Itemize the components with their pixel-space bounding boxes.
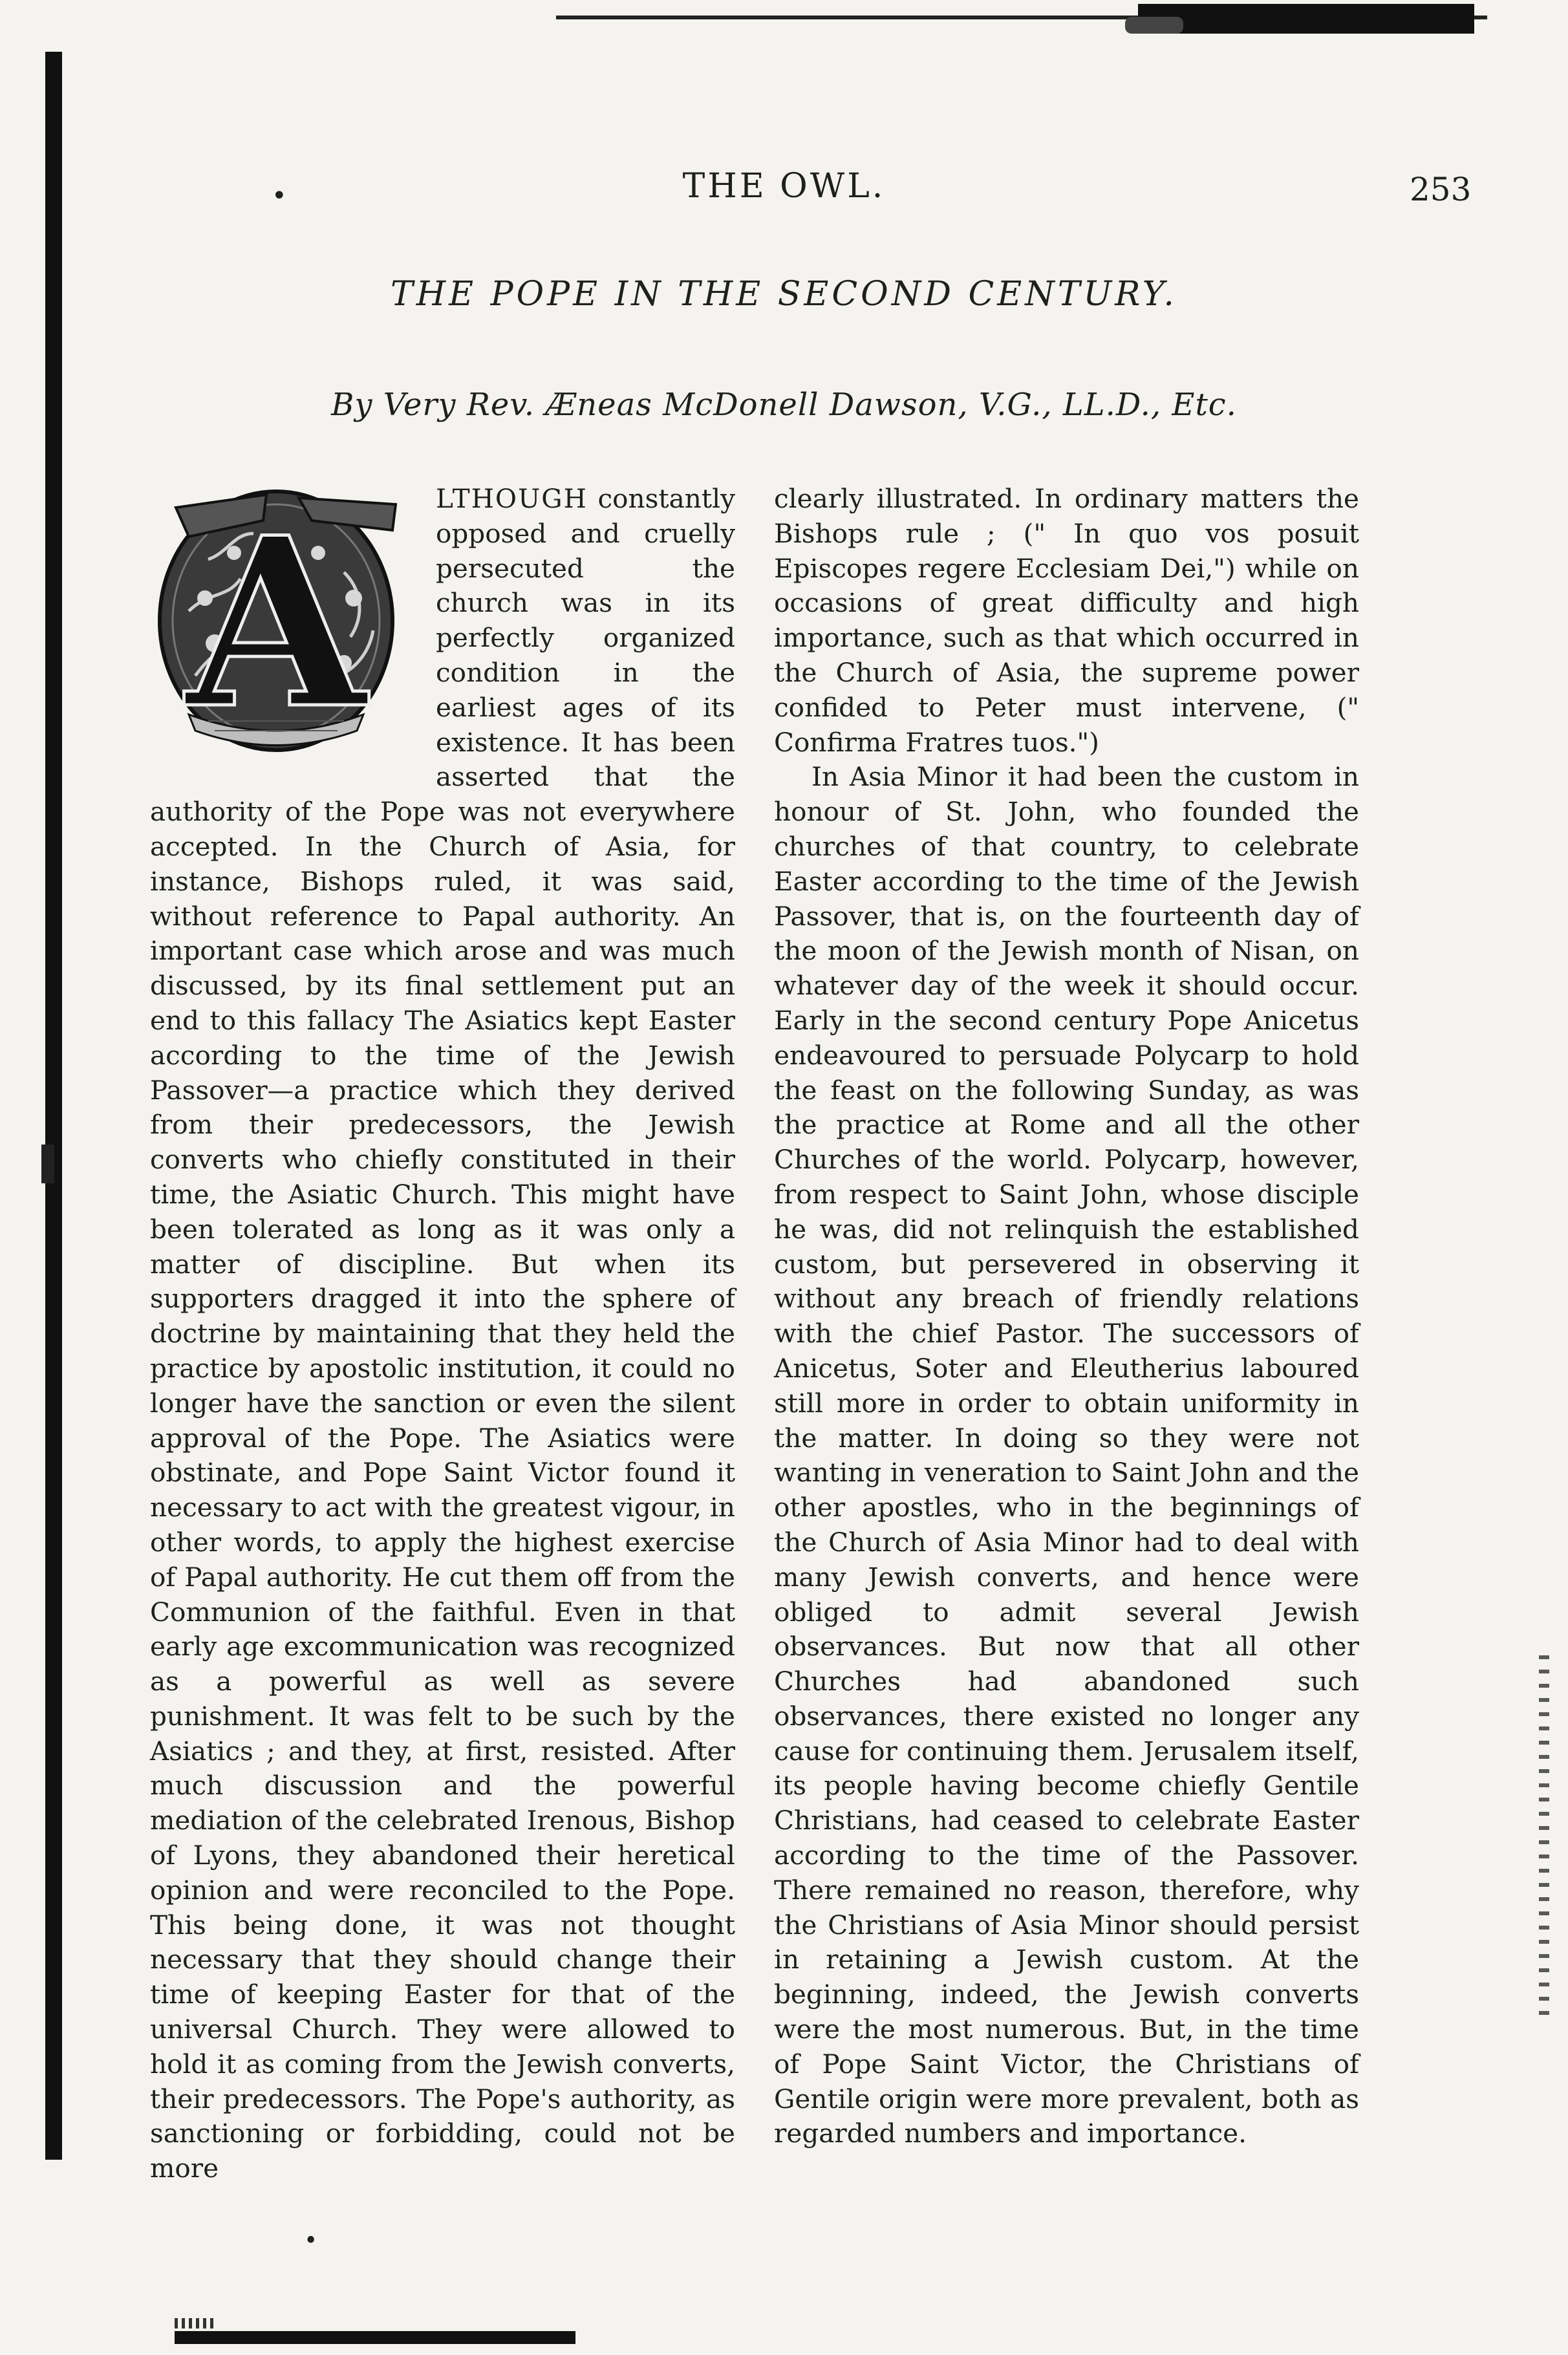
paragraph: clearly illustrated. In ordinary matters the Bishops rule ; (" In quo vos posuit Episcopes regere Ecclesiam Dei,") while on occasions of great difficulty and high importance, such as that which occurred in the Church of Asia, the supreme power confided to Peter must intervene, (" Confirma Fratres tuos."): [774, 483, 1359, 758]
paragraph-text: constantly opposed and cruelly persecuted the church was in its perfectly organized condition in the earliest ages of its existence. It has been asserted that the authority of the Pope was not everywhere accepted. In the Church of Asia, for instance, Bishops ruled, it was said, without reference to Papal authority. An important case which arose and was much discussed, by its final settlement put an end to this fallacy The Asiatics kept Easter according to the time of the Jewish Passover—a practice which they derived from their predecessors, the Jewish converts who chiefly constituted in their time, the Asiatic Church. This might have been tolerated as long as it was only a matter of discipline. But when its supporters dragged it into the sphere of doctrine by maintaining that they held the practice by apostolic institution, it could no longer have the sanction or even the silent approval of the Pope. The Asiatics were obstinate, and Pope Saint Victor found it necessary to act with the greatest vigour, in other words, to apply the highest exercise of Papal authority. He cut them off from the Communion of the faithful. Even in that early age excommunication was recognized as a powerful as well as severe punishment. It was felt to be such by the Asiatics ; and they, at first, resisted. After much discussion and the powerful mediation of the celebrated Irenous, Bishop of Lyons, they abandoned their heretical opinion and were reconciled to the Pope. This being done, it was not thought necessary that they should change their time of keeping Easter for that of the universal Church. They were allowed to hold it as coming from the Jewish converts, their predecessors. The Pope's authority, as sanctioning or forbidding, could not be more: [150, 483, 735, 2184]
scan-left-mark: [41, 1145, 54, 1183]
article-title: THE POPE IN THE SECOND CENTURY.: [391, 275, 1177, 314]
lead-caps: LTHOUGH: [436, 483, 588, 514]
left-column: [150, 482, 735, 2186]
scan-left-edge: [45, 52, 62, 2160]
scan-right-specks: [1539, 1655, 1549, 2017]
scan-bottom-specks: [175, 2318, 213, 2328]
right-column: [774, 482, 1359, 2151]
drop-cap-illustration: [150, 482, 422, 769]
scan-top-bar: [1138, 4, 1474, 34]
running-title: THE OWL.: [682, 167, 886, 206]
page-number: 253: [1410, 171, 1472, 208]
footer-dot: •: [304, 2228, 318, 2254]
drop-cap-letter: A: [186, 486, 367, 760]
header-dot: •: [272, 181, 287, 211]
scan-smudge: [1125, 17, 1183, 34]
drop-cap-ornament: [150, 482, 422, 769]
paragraph: In Asia Minor it had been the custom in honour of St. John, who founded the churches of that country, to celebrate Easter according to the time of the Jewish Passover, that is, on the fourteenth day of the moon of the Jewish month of Nisan, on whatever day of the week it should occur. Early in the second century Pope Anicetus endeavoured to persuade Polycarp to hold the feast on the following Sunday, as was the practice at Rome and all the other Churches of the world. Polycarp, however, from respect to Saint John, whose disciple he was, did not relinquish the established custom, but persevered in observing it without any breach of friendly relations with the chief Pastor. The successors of Anicetus, Soter and Eleutherius laboured still more in order to obtain uniformity in the matter. In doing so they were not wanting in veneration to Saint John and the other apostles, who in the beginnings of the Church of Asia Minor had to deal with many Jewish converts, and hence were obliged to admit several Jewish observances. But now that all other Churches had abandoned such observances, there existed no longer any cause for continuing them. Jerusalem itself, its people having become chiefly Gentile Christians, had ceased to celebrate Easter according to the time of the Passover. There remained no reason, therefore, why the Christians of Asia Minor should persist in retaining a Jewish custom. At the beginning, indeed, the Jewish converts were the most numerous. But, in the time of Pope Saint Victor, the Christians of Gentile origin were more prevalent, both as regarded numbers and importance.: [774, 761, 1359, 2149]
scan-bottom-bar: [175, 2331, 575, 2344]
byline: By Very Rev. Æneas McDonell Dawson, V.G., LL.D., Etc.: [331, 387, 1237, 423]
